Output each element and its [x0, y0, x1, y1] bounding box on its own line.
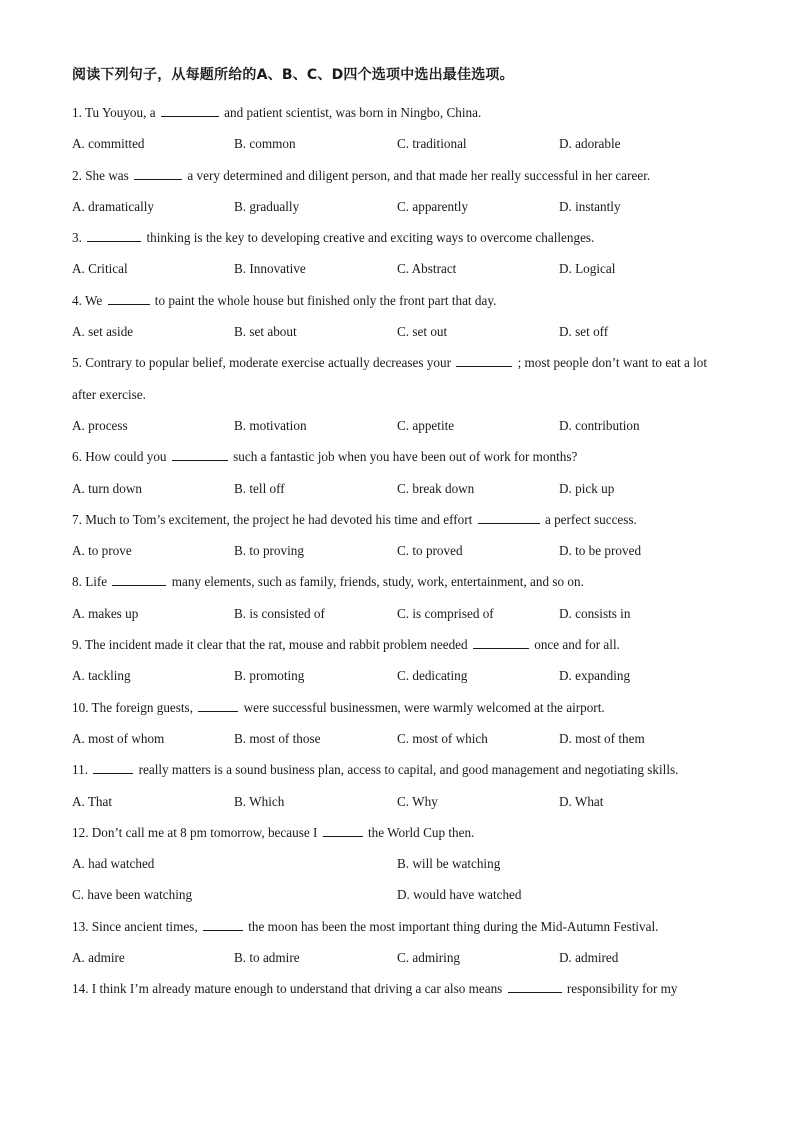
- question-text-before: The foreign guests,: [91, 699, 197, 715]
- answer-option[interactable]: A. tackling: [72, 668, 131, 684]
- answer-option[interactable]: C. Abstract: [397, 261, 457, 277]
- option-row: [72, 879, 732, 910]
- answer-option[interactable]: B. set about: [234, 324, 297, 340]
- question-number: 4.: [72, 292, 85, 308]
- question-text-before: Don’t call me at 8 pm tomorrow, because I: [91, 824, 321, 840]
- answer-blank: [134, 167, 182, 180]
- option-row: [72, 848, 732, 879]
- option-row: [72, 253, 732, 284]
- question-text-after: a very determined and diligent person, and that made her really successful in her career.: [184, 167, 651, 183]
- question-text-after: a perfect success.: [541, 511, 637, 527]
- answer-option[interactable]: D. would have watched: [397, 887, 522, 903]
- option-row: [72, 660, 732, 691]
- option-row: [72, 410, 732, 441]
- answer-option[interactable]: C. apparently: [397, 198, 469, 214]
- option-row: [72, 191, 732, 222]
- answer-option[interactable]: D. to be proved: [559, 543, 642, 559]
- answer-blank: [87, 229, 141, 242]
- answer-option[interactable]: A. dramatically: [72, 198, 155, 214]
- question-number: 1.: [72, 105, 85, 120]
- question-text-after: really matters is a sound business plan, access to capital, and good management and negotiating skills.: [135, 762, 679, 778]
- answer-option[interactable]: A. committed: [72, 136, 145, 152]
- answer-option[interactable]: D. set off: [559, 324, 609, 340]
- answer-option[interactable]: C. set out: [397, 324, 448, 340]
- answer-option[interactable]: A. most of whom: [72, 730, 165, 746]
- question-text-before: Since ancient times,: [91, 918, 201, 934]
- answer-option[interactable]: D. adorable: [559, 136, 621, 152]
- question-text-before: She was: [85, 167, 133, 183]
- question-text-before: Much to Tom’s excitement, the project he had devoted his time and effort: [85, 511, 476, 527]
- question-text-before: We: [84, 292, 106, 308]
- answer-option[interactable]: C. to proved: [397, 543, 463, 559]
- answer-option[interactable]: A. admire: [72, 950, 125, 966]
- question-stem: [72, 160, 732, 191]
- answer-blank: [172, 448, 228, 461]
- answer-option[interactable]: B. Which: [234, 793, 285, 809]
- answer-option[interactable]: B. to admire: [234, 950, 300, 966]
- answer-blank: [161, 104, 219, 117]
- answer-option[interactable]: D. pick up: [559, 480, 615, 496]
- answer-blank: [203, 918, 243, 931]
- answer-option[interactable]: B. is consisted of: [234, 605, 325, 621]
- answer-option[interactable]: C. break down: [397, 480, 475, 496]
- answer-option[interactable]: C. have been watching: [72, 887, 193, 903]
- question-stem: [72, 566, 732, 597]
- answer-option[interactable]: B. to proving: [234, 543, 304, 559]
- answer-option[interactable]: C. is comprised of: [397, 605, 494, 621]
- answer-option[interactable]: D. admired: [559, 950, 619, 966]
- answer-option[interactable]: A. Critical: [72, 261, 128, 277]
- answer-option[interactable]: D. instantly: [559, 198, 621, 214]
- answer-blank: [93, 761, 133, 774]
- question-stem: [72, 817, 732, 848]
- question-stem: [72, 973, 732, 1004]
- question-stem: [72, 347, 732, 410]
- question-text-after: once and for all.: [530, 637, 620, 653]
- question-stem: [72, 504, 732, 535]
- answer-option[interactable]: D. What: [559, 793, 604, 809]
- answer-option[interactable]: D. most of them: [559, 730, 645, 746]
- question-text-before: How could you: [85, 449, 170, 465]
- question-text-before: Contrary to popular belief, moderate exercise actually decreases your: [85, 355, 455, 371]
- question-stem: [72, 754, 732, 785]
- answer-option[interactable]: B. tell off: [234, 480, 285, 496]
- answer-blank: [456, 354, 512, 367]
- question-number: 13.: [72, 918, 92, 934]
- answer-option[interactable]: D. Logical: [559, 261, 616, 277]
- question-text-before: Tu Youyou, a: [84, 105, 159, 120]
- answer-option[interactable]: A. had watched: [72, 856, 155, 872]
- question-stem: [72, 911, 732, 942]
- question-text-before: Life: [85, 574, 111, 590]
- option-row: [72, 598, 732, 629]
- question-text-after: ; most people don’t want to eat a lot after exercise.: [72, 355, 708, 402]
- answer-option[interactable]: B. motivation: [234, 417, 307, 433]
- answer-option[interactable]: A. to prove: [72, 543, 132, 559]
- answer-option[interactable]: A. process: [72, 417, 128, 433]
- instruction-heading: 阅读下列句子，从每题所给的A、B、C、D四个选项中选出最佳选项。: [72, 67, 514, 83]
- question-number: 7.: [72, 511, 86, 527]
- question-text-after: many elements, such as family, friends, study, work, entertainment, and so on.: [168, 574, 584, 590]
- question-stem: [72, 285, 732, 316]
- answer-blank: [323, 824, 363, 837]
- question-stem: [72, 222, 732, 253]
- answer-blank: [198, 699, 238, 712]
- option-row: [72, 316, 732, 347]
- answer-blank: [108, 292, 150, 305]
- question-text-after: to paint the whole house but finished only the front part that day.: [151, 292, 497, 308]
- option-row: [72, 723, 732, 754]
- answer-option[interactable]: C. appetite: [397, 417, 455, 433]
- answer-option[interactable]: D. contribution: [559, 417, 640, 433]
- question-stem: [72, 441, 732, 472]
- question-stem: [72, 629, 732, 660]
- question-number: 6.: [72, 449, 86, 465]
- question-stem: [72, 692, 732, 723]
- question-number: 9.: [72, 637, 85, 653]
- question-text-after: thinking is the key to developing creative and exciting ways to overcome challenges.: [143, 230, 595, 246]
- answer-option[interactable]: C. dedicating: [397, 668, 468, 684]
- question-stem: [72, 97, 732, 128]
- answer-option[interactable]: A. makes up: [72, 605, 139, 621]
- question-number: 8.: [72, 574, 86, 590]
- answer-blank: [112, 573, 166, 586]
- answer-option[interactable]: B. most of those: [234, 730, 321, 746]
- question-number: 3.: [72, 230, 86, 246]
- answer-option[interactable]: C. Why: [397, 793, 438, 809]
- option-row: [72, 942, 732, 973]
- answer-option[interactable]: B. promoting: [234, 668, 305, 684]
- answer-option[interactable]: A. turn down: [72, 480, 142, 496]
- question-number: 12.: [72, 824, 92, 840]
- answer-option[interactable]: A. That: [72, 793, 113, 809]
- question-text-after: the World Cup then.: [364, 824, 475, 840]
- question-number: 14.: [72, 981, 92, 997]
- option-row: [72, 473, 732, 504]
- answer-option[interactable]: B. Innovative: [234, 261, 306, 277]
- answer-option[interactable]: D. expanding: [559, 668, 631, 684]
- question-number: 5.: [72, 355, 86, 371]
- question-number: 10.: [72, 699, 92, 715]
- option-row: [72, 128, 732, 159]
- answer-option[interactable]: C. traditional: [397, 136, 467, 152]
- question-number: 11.: [72, 762, 92, 778]
- answer-option[interactable]: A. set aside: [72, 324, 134, 340]
- question-text-after: such a fantastic job when you have been out of work for months?: [229, 449, 578, 465]
- question-list: [72, 97, 732, 1005]
- question-number: 2.: [72, 167, 86, 183]
- answer-option[interactable]: C. most of which: [397, 730, 488, 746]
- option-row: [72, 786, 732, 817]
- answer-option[interactable]: C. admiring: [397, 950, 461, 966]
- question-text-after: were successful businessmen, were warmly welcomed at the airport.: [240, 699, 605, 715]
- question-text-after: and patient scientist, was born in Ningbo, China.: [220, 105, 482, 120]
- answer-blank: [508, 980, 562, 993]
- answer-option[interactable]: D. consists in: [559, 605, 631, 621]
- question-text-before: The incident made it clear that the rat, mouse and rabbit problem needed: [84, 637, 471, 653]
- answer-blank: [478, 511, 540, 524]
- question-text-before: I think I’m already mature enough to understand that driving a car also means: [91, 981, 506, 997]
- answer-option[interactable]: B. gradually: [234, 198, 300, 214]
- option-row: [72, 535, 732, 566]
- answer-blank: [473, 636, 529, 649]
- answer-option[interactable]: B. common: [234, 136, 296, 152]
- question-text-after: the moon has been the most important thing during the Mid-Autumn Festival.: [244, 918, 659, 934]
- answer-option[interactable]: B. will be watching: [397, 856, 501, 872]
- question-text-after: responsibility for my: [563, 981, 678, 997]
